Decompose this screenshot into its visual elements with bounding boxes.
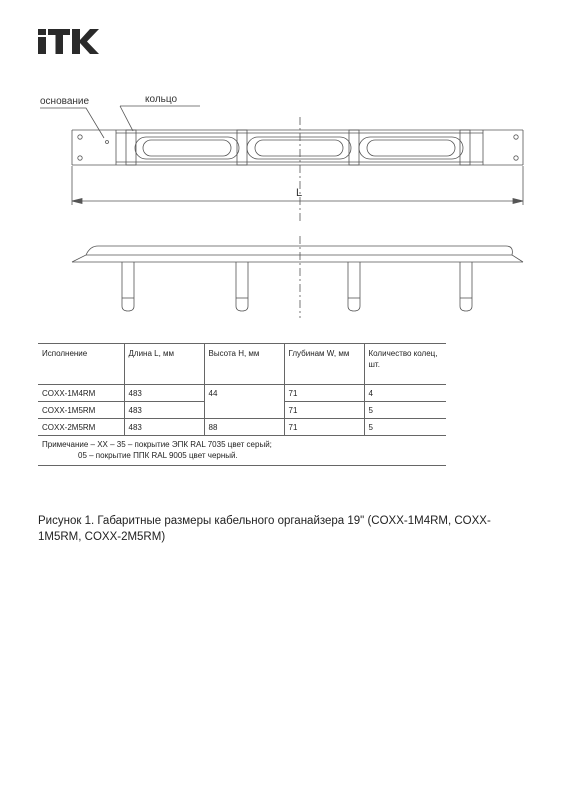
cell-height: 88 (204, 419, 284, 436)
cell-depth: 71 (284, 419, 364, 436)
cell-length: 483 (124, 402, 204, 419)
spec-table (38, 343, 446, 466)
header-height: Высота H, мм (204, 344, 284, 385)
table-note-row (38, 436, 446, 466)
cell-ring-count: 5 (364, 419, 446, 436)
cell-height: 44 (204, 385, 284, 419)
cell-depth: 71 (284, 402, 364, 419)
cell-variant: COXX-1M4RM (38, 385, 124, 402)
label-base: основание (40, 96, 90, 107)
header-ring-count: Количество колец, шт. (364, 344, 446, 385)
table-note (38, 436, 446, 466)
table-row (38, 419, 446, 436)
header-length: Длина L, мм (124, 344, 204, 385)
label-ring: кольцо (145, 94, 178, 105)
cell-ring-count: 5 (364, 402, 446, 419)
cell-length: 483 (124, 385, 204, 402)
table-row (38, 385, 446, 402)
cell-variant: COXX-2M5RM (38, 419, 124, 436)
cell-ring-count: 4 (364, 385, 446, 402)
note-line-1: Примечание – XX – 35 – покрытие ЭПК RAL 7035 цвет серый; (42, 440, 272, 449)
cell-length: 483 (124, 419, 204, 436)
cell-depth: 71 (284, 385, 364, 402)
header-depth: Глубинам W, мм (284, 344, 364, 385)
table-header-row (38, 344, 446, 385)
cell-variant: COXX-1M5RM (38, 402, 124, 419)
figure-caption: Рисунок 1. Габаритные размеры кабельного органайзера 19" (COXX-1M4RM, COXX-1M5RM, COXX-2M5RM) (38, 515, 491, 543)
top-view (72, 130, 523, 165)
front-view (72, 236, 523, 318)
note-line-2: 05 – покрытие ППК RAL 9005 цвет черный. (78, 451, 238, 460)
dimension-line-length (72, 166, 523, 205)
dimension-label-length: L (296, 187, 303, 199)
header-variant: Исполнение (38, 344, 124, 385)
ring-legs (122, 262, 472, 311)
technical-drawing (0, 0, 564, 340)
